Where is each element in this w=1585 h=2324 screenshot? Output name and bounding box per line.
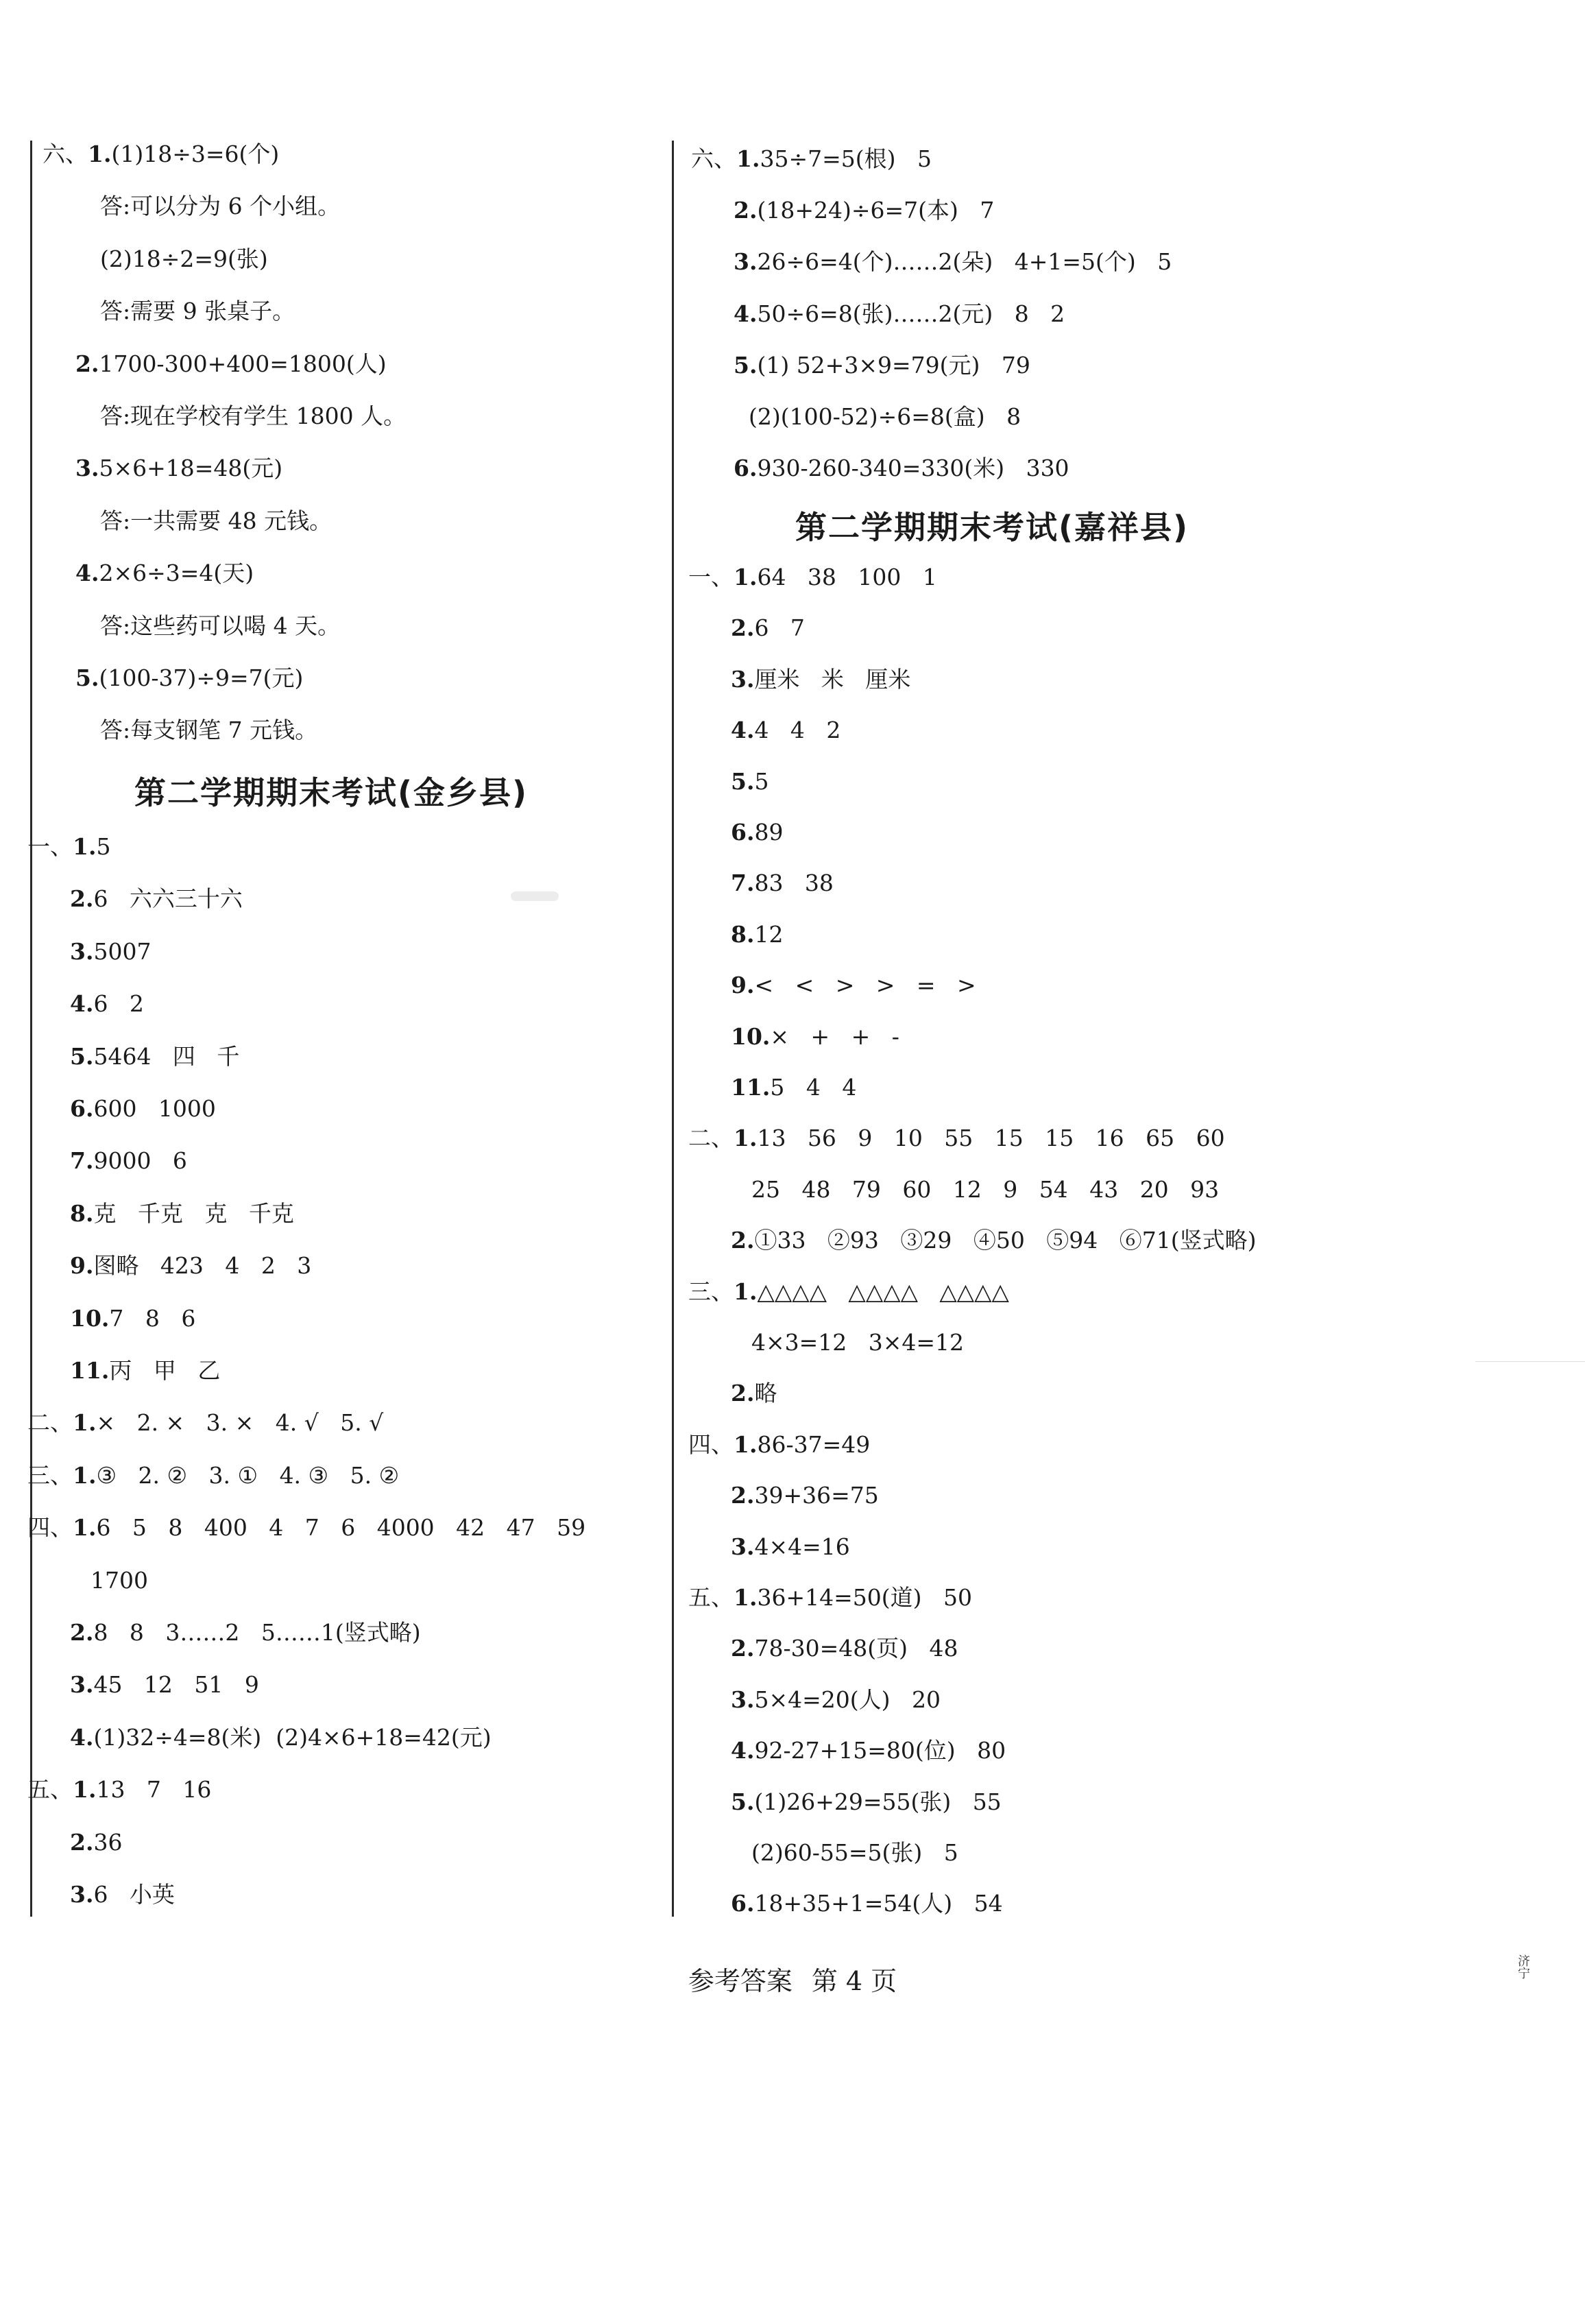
question-number: 2.	[731, 614, 755, 642]
question-number: 1.	[73, 1514, 97, 1542]
question-number: 2.	[731, 1380, 755, 1407]
answer-line	[70, 1671, 259, 1699]
answer-line	[100, 193, 340, 220]
question-number: 1.	[734, 1430, 758, 1458]
answer-text: 8 8 3……2 5……1(竖式略)	[93, 1619, 421, 1646]
answer-line	[688, 1278, 1009, 1306]
answer-text: 9000 6	[93, 1147, 187, 1175]
question-number: 3.	[70, 937, 94, 965]
answer-text: 4×4=16	[754, 1533, 850, 1560]
answer-text: (2)18÷2=9(张)	[100, 245, 268, 272]
answer-line	[751, 1839, 958, 1867]
answer-text: (1)26+29=55(张) 55	[754, 1788, 1002, 1815]
question-number: 1.	[73, 1409, 97, 1437]
answer-line	[731, 1635, 958, 1662]
answer-line	[731, 1737, 1006, 1764]
answer-text: 1700	[90, 1566, 148, 1594]
question-number: 1.	[734, 564, 758, 590]
answer-text: 5×6+18=48(元)	[99, 455, 283, 482]
footer-label: 参考答案	[688, 1966, 792, 1996]
answer-line	[731, 921, 783, 948]
section-marker: 一、	[688, 564, 734, 590]
answer-line	[100, 717, 317, 744]
answer-line	[100, 403, 406, 430]
answer-line	[731, 1686, 941, 1714]
answer-text: (2)60-55=5(张) 5	[751, 1839, 958, 1866]
answer-text: (2)(100-52)÷6=8(盒) 8	[749, 403, 1021, 430]
answer-line	[75, 664, 303, 692]
question-number: 10.	[731, 1022, 771, 1050]
question-number: 1.	[734, 1584, 758, 1611]
question-number: 2.	[70, 885, 94, 913]
section-marker: 六、	[691, 145, 736, 172]
question-number: 3.	[731, 1533, 755, 1560]
answer-line	[731, 1533, 850, 1561]
answer-line	[731, 1788, 1002, 1816]
question-number: 1.	[73, 1776, 97, 1804]
section-marker: 三、	[27, 1461, 73, 1489]
question-number: 1.	[73, 1461, 97, 1489]
answer-line	[731, 614, 805, 642]
question-number: 2.	[70, 1619, 94, 1646]
answer-line	[731, 666, 910, 693]
answer-text: 5 4 4	[770, 1074, 857, 1101]
answer-line	[70, 1619, 421, 1646]
answer-line	[731, 717, 840, 744]
question-number: 2.	[70, 1828, 94, 1856]
question-number: 5.	[731, 1788, 755, 1815]
answer-line	[70, 885, 243, 913]
question-number: 6.	[70, 1095, 94, 1122]
answer-line	[70, 1881, 175, 1908]
question-number: 4.	[734, 300, 758, 327]
answer-text: 64 38 100 1	[757, 564, 937, 590]
question-number: 3.	[731, 665, 755, 693]
answer-line	[731, 819, 783, 846]
answer-text: 答:现在学校有学生 1800 人。	[100, 403, 407, 429]
answer-line	[731, 870, 834, 897]
answer-line	[70, 1305, 195, 1332]
question-number: 1.	[88, 141, 112, 167]
answer-line	[27, 1514, 585, 1542]
answer-text: 答:可以分为 6 个小组。	[100, 193, 341, 220]
answer-text: 图略 423 4 2 3	[93, 1252, 312, 1280]
answer-line	[731, 972, 976, 999]
answer-text: 厘米 米 厘米	[754, 665, 911, 693]
answer-line	[731, 1227, 1257, 1254]
question-number: 3.	[70, 1671, 94, 1699]
answer-text: 6 六六三十六	[93, 885, 243, 913]
answer-line	[731, 1023, 899, 1051]
answer-line	[27, 833, 110, 861]
answer-text: 答:需要 9 张桌子。	[100, 298, 295, 325]
answer-text: 7 8 6	[109, 1304, 196, 1332]
answer-line	[734, 248, 1172, 276]
question-number: 5.	[731, 767, 755, 795]
question-number: 1.	[736, 145, 760, 172]
page-footer	[0, 1960, 1585, 1998]
answer-line	[731, 1380, 777, 1407]
question-number: 11.	[731, 1074, 771, 1101]
answer-line	[100, 298, 295, 325]
question-number: 10.	[70, 1304, 110, 1332]
center-column-rule	[672, 141, 674, 1917]
answer-line	[734, 455, 1069, 482]
answer-text: 答:这些药可以喝 4 天。	[100, 612, 341, 639]
answer-line	[688, 1125, 1225, 1152]
question-number: 2.	[734, 197, 758, 224]
answer-text: 5	[754, 767, 769, 795]
question-number: 3.	[731, 1686, 755, 1713]
answer-text: 5×4=20(人) 20	[754, 1686, 941, 1713]
question-number: 4.	[70, 1723, 94, 1751]
section-marker: 五、	[27, 1776, 73, 1804]
answer-text: ①33 ②93 ③29 ④50 ⑤94 ⑥71(竖式略)	[754, 1227, 1257, 1254]
question-number: 5.	[70, 1042, 94, 1070]
question-number: 7.	[731, 870, 755, 897]
answer-line	[751, 1176, 1219, 1203]
footer-page-number: 第 4 页	[811, 1966, 897, 1996]
section-marker: 三、	[688, 1278, 734, 1305]
question-number: 5.	[75, 664, 99, 691]
answer-text: 45 12 51 9	[93, 1671, 259, 1699]
answer-line	[70, 1147, 187, 1175]
answer-line	[734, 352, 1030, 379]
answer-text: 克 千克 克 千克	[93, 1199, 294, 1227]
answer-line	[731, 1482, 879, 1509]
answer-line	[688, 1431, 870, 1459]
answer-line	[70, 1357, 220, 1385]
answer-line	[100, 612, 340, 640]
section-marker: 五、	[688, 1584, 734, 1611]
answer-text: 答:每支钢笔 7 元钱。	[100, 717, 318, 744]
question-number: 2.	[731, 1227, 755, 1254]
answer-line	[70, 1043, 239, 1070]
left-column-rule	[30, 141, 32, 1917]
question-number: 3.	[734, 248, 758, 276]
scan-line	[1475, 1361, 1585, 1362]
section-marker: 四、	[27, 1514, 73, 1542]
answer-text: 25 48 79 60 12 9 54 43 20 93	[751, 1175, 1220, 1203]
answer-text: 6 小英	[93, 1881, 175, 1908]
section-marker: 四、	[688, 1430, 734, 1458]
section-marker: 二、	[27, 1409, 73, 1437]
answer-text: 50÷6=8(张)……2(元) 8 2	[757, 300, 1065, 327]
answer-text: (1)18÷3=6(个)	[111, 141, 280, 167]
answer-text: 35÷7=5(根) 5	[760, 145, 932, 172]
answer-text: 6 5 8 400 4 7 6 4000 42 47 59	[96, 1514, 586, 1542]
question-number: 1.	[734, 1278, 758, 1305]
side-region-mark: 济宁	[1516, 1954, 1530, 1979]
answer-text: 36+14=50(道) 50	[757, 1584, 972, 1611]
answer-line	[749, 403, 1021, 431]
answer-text: 78-30=48(页) 48	[754, 1635, 958, 1662]
answer-line	[70, 938, 151, 966]
answer-text: 600 1000	[93, 1095, 216, 1122]
answer-text: 39+36=75	[754, 1482, 879, 1509]
answer-text: (100-37)÷9=7(元)	[99, 664, 304, 691]
answer-line	[70, 1252, 311, 1280]
question-number: 1.	[73, 833, 97, 860]
answer-text: △△△△ △△△△ △△△△	[757, 1278, 1009, 1305]
answer-line	[70, 990, 144, 1018]
question-number: 7.	[70, 1147, 94, 1175]
answer-line	[70, 1095, 216, 1123]
question-number: 4.	[731, 717, 755, 744]
answer-line	[688, 1584, 972, 1612]
question-number: 9.	[70, 1252, 94, 1280]
answer-line	[70, 1200, 294, 1227]
answer-text: 略	[754, 1380, 777, 1407]
question-number: 8.	[70, 1199, 94, 1227]
question-number: 4.	[75, 560, 99, 587]
answer-text: 12	[754, 920, 784, 948]
answer-text: 2×6÷3=4(天)	[99, 560, 254, 587]
answer-line	[75, 560, 254, 587]
answer-line	[688, 564, 937, 591]
answer-text: 26÷6=4(个)……2(朵) 4+1=5(个) 5	[757, 248, 1172, 276]
question-number: 2.	[75, 350, 99, 377]
question-number: 2.	[731, 1635, 755, 1662]
answer-text: 5007	[93, 937, 152, 965]
answer-text: 92-27+15=80(位) 80	[754, 1737, 1006, 1764]
answer-text: (1)32÷4=8(米) (2)4×6+18=42(元)	[93, 1723, 492, 1751]
left-section-title: 第二学期期末考试(金乡县)	[134, 774, 529, 811]
answer-line	[27, 1462, 399, 1489]
answer-line	[731, 768, 769, 795]
question-number: 3.	[75, 455, 99, 482]
answer-line	[734, 300, 1065, 328]
answer-text: 4×3=12 3×4=12	[751, 1329, 965, 1356]
answer-text: 83 38	[754, 870, 834, 897]
question-number: 6.	[731, 819, 755, 846]
answer-text: 89	[754, 819, 784, 846]
answer-text: 答:一共需要 48 元钱。	[100, 507, 332, 534]
question-number: 9.	[731, 972, 755, 999]
section-marker: 一、	[27, 833, 73, 860]
question-number: 3.	[70, 1881, 94, 1908]
answer-text: 5464 四 千	[93, 1042, 240, 1070]
answer-text: (1) 52+3×9=79(元) 79	[757, 351, 1030, 379]
answer-text: 930-260-340=330(米) 330	[757, 455, 1069, 482]
question-number: 4.	[731, 1737, 755, 1764]
answer-line	[751, 1329, 964, 1356]
answer-text: 5	[96, 833, 111, 860]
question-number: 6.	[734, 455, 758, 482]
answer-line	[75, 350, 387, 378]
answer-text: ③ 2. ② 3. ① 4. ③ 5. ②	[96, 1461, 400, 1489]
right-section-title: 第二学期期末考试(嘉祥县)	[795, 509, 1189, 546]
answer-text: 13 7 16	[96, 1776, 212, 1804]
answer-line	[734, 197, 994, 224]
answer-text: 86-37=49	[757, 1430, 871, 1458]
question-number: 1.	[734, 1125, 758, 1152]
answer-line	[691, 145, 932, 173]
answer-text: (18+24)÷6=7(本) 7	[757, 197, 995, 224]
answer-text: × 2. × 3. × 4. √ 5. √	[96, 1409, 384, 1437]
question-number: 5.	[734, 351, 758, 379]
question-number: 6.	[731, 1890, 755, 1917]
answer-text: 4 4 2	[754, 717, 841, 744]
answer-line	[43, 141, 279, 168]
question-number: 8.	[731, 920, 755, 948]
question-number: 11.	[70, 1357, 110, 1384]
answer-line	[75, 455, 282, 482]
question-number: 4.	[70, 990, 94, 1018]
answer-line	[100, 507, 332, 535]
answer-line	[100, 245, 268, 273]
answer-line	[70, 1724, 492, 1751]
scan-smudge	[511, 891, 559, 901]
question-number: 2.	[731, 1482, 755, 1509]
answer-text: 丙 甲 乙	[109, 1357, 221, 1384]
answer-line	[27, 1776, 211, 1804]
answer-line	[731, 1074, 856, 1101]
answer-line	[731, 1890, 1003, 1917]
answer-text: 6 2	[93, 990, 144, 1018]
answer-text: < < > > = >	[754, 972, 976, 999]
section-marker: 六、	[43, 141, 88, 167]
answer-line	[70, 1829, 122, 1856]
answer-text: 18+35+1=54(人) 54	[754, 1890, 1003, 1917]
answer-text: 6 7	[754, 614, 805, 642]
answer-line	[90, 1567, 148, 1594]
answer-line	[27, 1409, 383, 1437]
answer-text: 36	[93, 1828, 123, 1856]
answer-text: × + + -	[770, 1022, 899, 1050]
answer-text: 13 56 9 10 55 15 15 16 65 60	[757, 1125, 1225, 1152]
section-marker: 二、	[688, 1125, 734, 1152]
answer-text: 1700-300+400=1800(人)	[99, 350, 387, 377]
